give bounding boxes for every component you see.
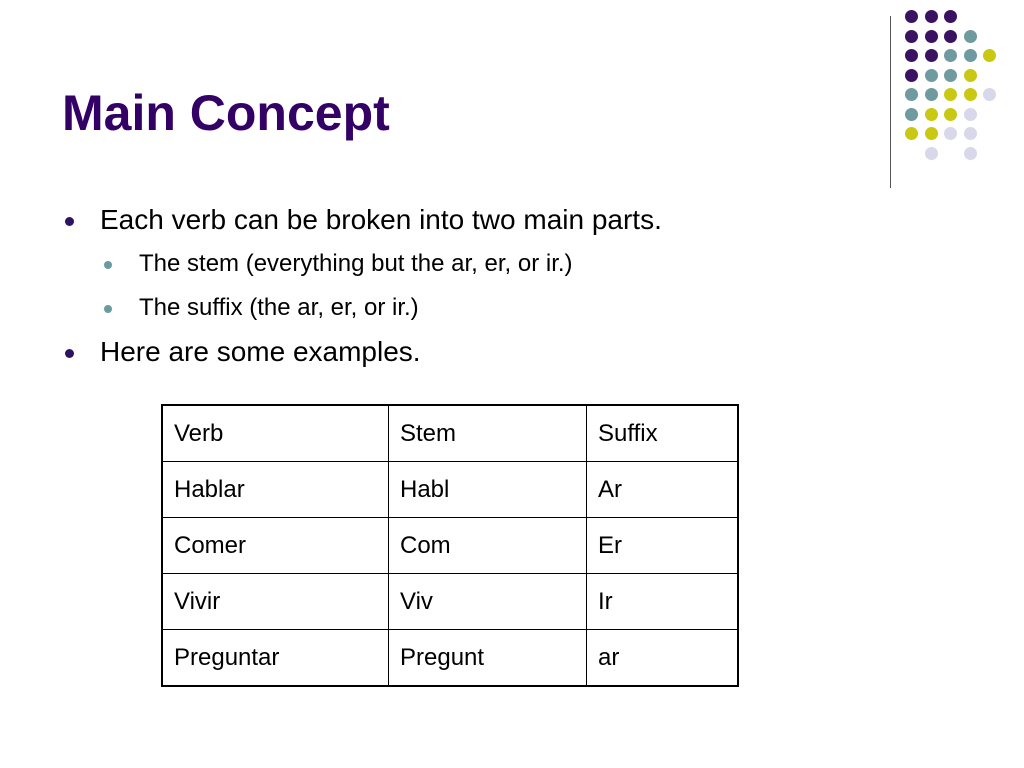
decorative-dot	[905, 69, 918, 82]
verb-examples-table	[161, 404, 739, 687]
bullet-item	[62, 198, 662, 330]
table-row	[162, 462, 738, 518]
decorative-dot	[964, 147, 977, 160]
decorative-dot	[905, 30, 918, 43]
table-cell: Verb	[162, 405, 389, 462]
decorative-dot	[964, 108, 977, 121]
bullet-item	[62, 330, 662, 374]
decorative-dot	[964, 69, 977, 82]
decorative-dot	[944, 88, 957, 101]
decorative-dot	[983, 88, 996, 101]
decorative-dot	[944, 30, 957, 43]
decorative-dot	[905, 88, 918, 101]
table-cell: Habl	[389, 462, 587, 518]
table-cell: Viv	[389, 574, 587, 630]
decorative-dot	[905, 108, 918, 121]
decorative-dot	[905, 127, 918, 140]
sub-bullet-list	[100, 242, 662, 330]
table-cell: Pregunt	[389, 630, 587, 687]
decorative-dot	[905, 10, 918, 23]
table-cell: Suffix	[587, 405, 739, 462]
table-cell: Preguntar	[162, 630, 389, 687]
table-cell: Ar	[587, 462, 739, 518]
decorative-dot	[964, 127, 977, 140]
decorative-dot	[925, 88, 938, 101]
sub-bullet-item: The suffix (the ar, er, or ir.)	[100, 286, 662, 330]
decorative-dot	[944, 127, 957, 140]
sub-bullet-item: The stem (everything but the ar, er, or ir.)	[100, 242, 662, 286]
decorative-dot	[925, 49, 938, 62]
decorative-dot	[925, 127, 938, 140]
bullet-text: Here are some examples.	[100, 336, 421, 367]
decorative-dot	[944, 49, 957, 62]
decorative-dot	[925, 10, 938, 23]
decorative-dot	[925, 147, 938, 160]
table-row	[162, 574, 738, 630]
slide-title: Main Concept	[62, 85, 390, 141]
table-cell: ar	[587, 630, 739, 687]
table-row	[162, 518, 738, 574]
decorative-dot	[925, 108, 938, 121]
table-row	[162, 405, 738, 462]
bullet-list	[62, 198, 662, 374]
bullet-text: Each verb can be broken into two main parts.	[100, 204, 662, 235]
decorative-dot	[964, 49, 977, 62]
table-cell: Comer	[162, 518, 389, 574]
table-cell: Er	[587, 518, 739, 574]
decorative-dot	[964, 30, 977, 43]
decorative-dot	[944, 10, 957, 23]
decorative-dot-grid	[905, 10, 1015, 170]
table-row	[162, 630, 738, 687]
decorative-dot	[905, 49, 918, 62]
table-cell: Vivir	[162, 574, 389, 630]
table-cell: Ir	[587, 574, 739, 630]
decorative-dot	[964, 88, 977, 101]
decorative-divider-line	[890, 16, 891, 188]
decorative-dot	[944, 69, 957, 82]
decorative-dot	[944, 108, 957, 121]
table-cell: Hablar	[162, 462, 389, 518]
table-cell: Stem	[389, 405, 587, 462]
decorative-dot	[925, 69, 938, 82]
decorative-dot	[925, 30, 938, 43]
table-cell: Com	[389, 518, 587, 574]
decorative-dot	[983, 49, 996, 62]
